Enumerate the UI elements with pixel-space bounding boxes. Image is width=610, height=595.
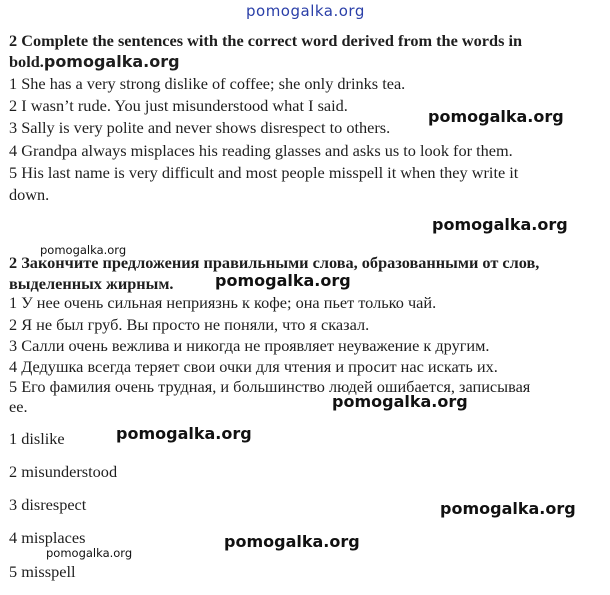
watermark-top: pomogalka.org: [246, 2, 365, 20]
russian-sentence-4: 4 Дедушка всегда теряет свои очки для чтения и просит нас искать их.: [9, 357, 498, 376]
russian-heading-continued: выделенных жирным.: [9, 274, 174, 293]
watermark-8: pomogalka.org: [224, 532, 360, 551]
watermark-3: pomogalka.org: [40, 243, 127, 257]
russian-sentence-5: 5 Его фамилия очень трудная, и большинство людей ошибается, записывая: [9, 377, 531, 396]
watermark-5: pomogalka.org: [332, 392, 468, 411]
watermark-2: pomogalka.org: [432, 215, 568, 234]
watermark-7: pomogalka.org: [440, 499, 576, 518]
english-sentence-2: 2 I wasn’t rude. You just misunderstood what I said.: [9, 96, 348, 115]
english-sentence-1: 1 She has a very strong dislike of coffee; she only drinks tea.: [9, 74, 406, 93]
english-sentence-5-continued: down.: [9, 185, 50, 204]
answer-4: 4 misplaces: [9, 528, 86, 547]
watermark-6: pomogalka.org: [116, 424, 252, 443]
answer-3: 3 disrespect: [9, 495, 87, 514]
russian-sentence-2: 2 Я не был груб. Вы просто не поняли, что я сказал.: [9, 315, 370, 334]
answer-1: 1 dislike: [9, 429, 65, 448]
english-heading-continued: [9, 52, 180, 72]
watermark-1: pomogalka.org: [428, 107, 564, 126]
english-heading-line2: bold.: [9, 52, 44, 71]
russian-heading: 2 Закончите предложения правильными слова, образованными от слов,: [9, 253, 540, 272]
russian-sentence-3: 3 Салли очень вежлива и никогда не проявляет неуважение к другим.: [9, 336, 490, 355]
watermark-inline: pomogalka.org: [43, 52, 180, 71]
english-sentence-4: 4 Grandpa always misplaces his reading glasses and asks us to look for them.: [9, 141, 513, 160]
english-sentence-3: 3 Sally is very polite and never shows disrespect to others.: [9, 118, 391, 137]
watermark-4: pomogalka.org: [215, 271, 351, 290]
russian-sentence-5-continued: ее.: [9, 397, 28, 416]
english-sentence-5: 5 His last name is very difficult and most people misspell it when they write it: [9, 163, 519, 182]
english-heading: 2 Complete the sentences with the correct word derived from the words in: [9, 31, 523, 50]
answer-5: 5 misspell: [9, 562, 76, 581]
russian-sentence-1: 1 У нее очень сильная неприязнь к кофе; она пьет только чай.: [9, 293, 437, 312]
watermark-9: pomogalka.org: [46, 546, 133, 560]
answer-2: 2 misunderstood: [9, 462, 118, 481]
